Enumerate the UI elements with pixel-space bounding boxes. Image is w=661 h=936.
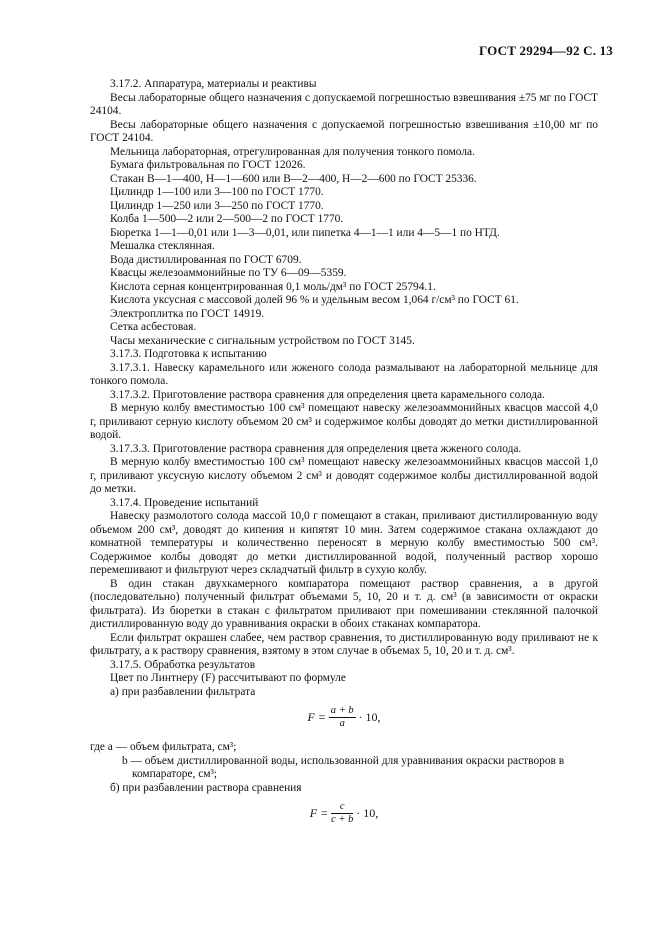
equipment-item: Стакан В—1—400, Н—1—600 или В—2—400, Н—2—600 по ГОСТ 25336.: [110, 172, 477, 185]
equipment-item: Кислота уксусная с массовой долей 96 % и удельным весом 1,064 г/см³ по ГОСТ 61.: [110, 294, 519, 306]
equipment-item: Часы механические с сигнальным устройством по ГОСТ 3145.: [110, 334, 415, 347]
page-header: ГОСТ 29294—92 С. 13: [479, 43, 613, 58]
equipment-item: Цилиндр 1—100 или 3—100 по ГОСТ 1770.: [110, 186, 324, 198]
formula-denominator: c + b: [331, 814, 354, 825]
formula-numerator: a + b: [330, 705, 354, 716]
equipment-list: [90, 92, 598, 349]
section-title: 3.17.3. Подготовка к испытанию: [110, 348, 267, 360]
equipment-item: Вода дистиллированная по ГОСТ 6709.: [110, 253, 302, 266]
equipment-item: Цилиндр 1—250 или 3—250 по ГОСТ 1770.: [110, 199, 324, 212]
where-a: где a — объем фильтрата, см³;: [90, 741, 237, 753]
where-block: [90, 741, 598, 782]
formula-numerator: c: [331, 801, 353, 814]
formula-rhs: · 10,: [358, 709, 381, 724]
where-b: b — объем дистиллированной воды, использованной для уравнивания окраски растворов в компараторе, см³;: [122, 754, 565, 780]
paragraph: 3.17.3.3. Приготовление раствора сравнения для определения цвета жженого солода.: [110, 442, 522, 455]
equipment-item: Колба 1—500—2 или 2—500—2 по ГОСТ 1770.: [110, 213, 344, 225]
paragraph: Навеску размолотого солода массой 10,0 г помещают в стакан, приливают дистиллированную воду объемом 200 см³, доводят до кипения и кипятят 10 мин. Затем содержимое стакана охлаждают до комнатной температуры и количественно переносят в мерную колбу вместимостью 500 см³. Содержимое колбы доводят до метки дистиллированной водой, полученный раствор хорошо перемешивают и фильтруют через складчатый фильтр в сухую колбу.: [90, 510, 598, 576]
paragraph: В один стакан двухкамерного компаратора помещают раствор сравнения, а в другой (последовательно) полученный фильтрат объемами 5, 10, 20 и т. д. см³ (в зависимости от окраски фильтрата). Из бюретки в стакан с фильтратом приливают при помешивании стеклянной палочкой дистиллированную воду до уравнивания окраски в обоих стаканах компаратора.: [90, 577, 598, 630]
formula-a: [90, 705, 598, 735]
formula-b: [90, 801, 598, 831]
document-body: [90, 78, 598, 837]
paragraph: Если фильтрат окрашен слабее, чем раствор сравнения, то дистиллированную воду приливают не к фильтрату, а к раствору сравнения, взятому в этом случае в объемах 5, 10, 20 и т. д. см³.: [90, 631, 598, 657]
formula-lhs: F =: [307, 709, 326, 724]
formula-lhs: F =: [309, 805, 329, 820]
equipment-item: Весы лабораторные общего назначения с допускаемой погрешностью взвешивания ±75 мг по ГОСТ 24104.: [90, 91, 598, 117]
formula-fraction: [329, 705, 356, 730]
equipment-item: Электроплитка по ГОСТ 14919.: [110, 307, 265, 320]
formula-rhs: · 10,: [356, 805, 379, 820]
equipment-item: Квасцы железоаммонийные по ТУ 6—09—5359.: [110, 267, 347, 279]
equipment-item: Весы лабораторные общего назначения с допускаемой погрешностью взвешивания ±10,00 мг по ГОСТ 24104.: [90, 118, 598, 144]
case-label: б) при разбавлении раствора сравнения: [110, 781, 302, 794]
section-title: 3.17.4. Проведение испытаний: [110, 496, 259, 509]
equipment-item: Кислота серная концентрированная 0,1 моль/дм³ по ГОСТ 25794.1.: [110, 280, 436, 293]
section-title: 3.17.5. Обработка результатов: [110, 658, 256, 671]
case-label: а) при разбавлении фильтрата: [110, 685, 256, 698]
equipment-item: Бумага фильтровальная по ГОСТ 12026.: [110, 159, 306, 171]
equipment-item: Мельница лабораторная, отрегулированная для получения тонкого помола.: [110, 145, 475, 158]
paragraph: 3.17.3.2. Приготовление раствора сравнения для определения цвета карамельного солода.: [110, 388, 545, 401]
formula-fraction: [331, 801, 353, 826]
equipment-item: Сетка асбестовая.: [110, 321, 197, 333]
section-title: 3.17.2. Аппаратура, материалы и реактивы: [110, 78, 317, 90]
equipment-item: Мешалка стеклянная.: [110, 240, 215, 252]
paragraph: В мерную колбу вместимостью 100 см³ помещают навеску железоаммонийных квасцов массой 1,0 г, приливают уксусную кислоту объемом 2 см³ и доводят содержимое колбы дистиллированной водой до метки.: [90, 456, 598, 495]
paragraph: 3.17.3.1. Навеску карамельного или жженого солода размалывают на лабораторной мельнице для тонкого помола.: [90, 361, 598, 387]
formula-denominator: a: [339, 718, 345, 729]
equipment-item: Бюретка 1—1—0,01 или 1—3—0,01, или пипетка 4—1—1 или 4—5—1 по НТД.: [110, 226, 500, 239]
paragraph: В мерную колбу вместимостью 100 см³ помещают навеску железоаммонийных квасцов массой 4,0 г, приливают серную кислоту объемом 20 см³ и содержимое колбы доводят до метки дистиллированной водой.: [90, 402, 598, 441]
paragraph: Цвет по Линтнеру (F) рассчитывают по формуле: [110, 672, 346, 684]
